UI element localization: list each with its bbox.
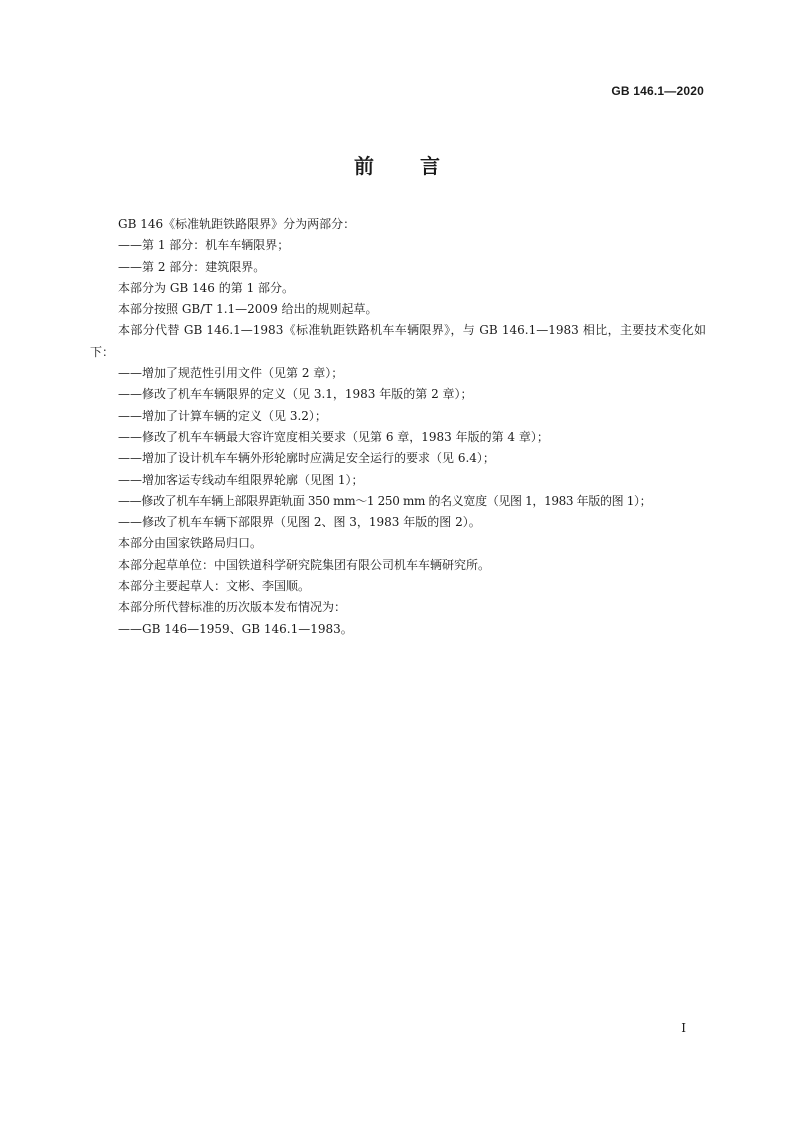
paragraph: 本部分为 GB 146 的第 1 部分。 xyxy=(118,280,295,295)
list-item: ——修改了机车车辆最大容许宽度相关要求（见第 6 章，1983 年版的第 4 章）； xyxy=(118,429,549,444)
page-number: I xyxy=(681,1021,686,1035)
list-item: ——增加了规范性引用文件（见第 2 章）； xyxy=(118,366,344,381)
paragraph: 本部分主要起草人：文彬、李国顺。 xyxy=(118,579,311,594)
paragraph: 本部分由国家铁路局归口。 xyxy=(118,536,263,551)
paragraph: 本部分所代替标准的历次版本发布情况为： xyxy=(118,600,347,615)
paragraph: GB 146《标准轨距铁路限界》分为两部分： xyxy=(118,217,356,231)
standard-code: GB 146.1—2020 xyxy=(611,84,704,98)
list-item: ——增加客运专线动车组限界轮廓（见图 1）； xyxy=(118,472,364,487)
list-item: ——增加了计算车辆的定义（见 3.2）； xyxy=(118,408,327,423)
list-item: ——第 2 部分：建筑限界。 xyxy=(118,259,266,274)
list-item: ——修改了机车车辆上部限界距轨面 350 mm～1 250 mm 的名义宽度（见图 1，1983 年版的图 1）； xyxy=(118,493,652,508)
page-title: 前言 xyxy=(354,154,486,178)
list-item: ——第 1 部分：机车车辆限界； xyxy=(118,238,290,253)
list-item: ——GB 146—1959、GB 146.1—1983。 xyxy=(118,621,353,636)
paragraph: 本部分代替 GB 146.1—1983《标准轨距铁路机车车辆限界》，与 GB 146.1—1983 相比，主要技术变化如下： xyxy=(90,323,706,359)
paragraph: 本部分起草单位：中国铁道科学研究院集团有限公司机车车辆研究所。 xyxy=(118,557,491,572)
foreword-body xyxy=(90,214,706,640)
list-item: ——修改了机车车辆限界的定义（见 3.1，1983 年版的第 2 章）； xyxy=(118,387,473,402)
list-item: ——修改了机车车辆下部限界（见图 2、图 3，1983 年版的图 2）。 xyxy=(118,515,481,530)
paragraph: 本部分按照 GB/T 1.1—2009 给出的规则起草。 xyxy=(118,302,378,317)
list-item: ——增加了设计机车车辆外形轮廓时应满足安全运行的要求（见 6.4）； xyxy=(118,451,495,466)
